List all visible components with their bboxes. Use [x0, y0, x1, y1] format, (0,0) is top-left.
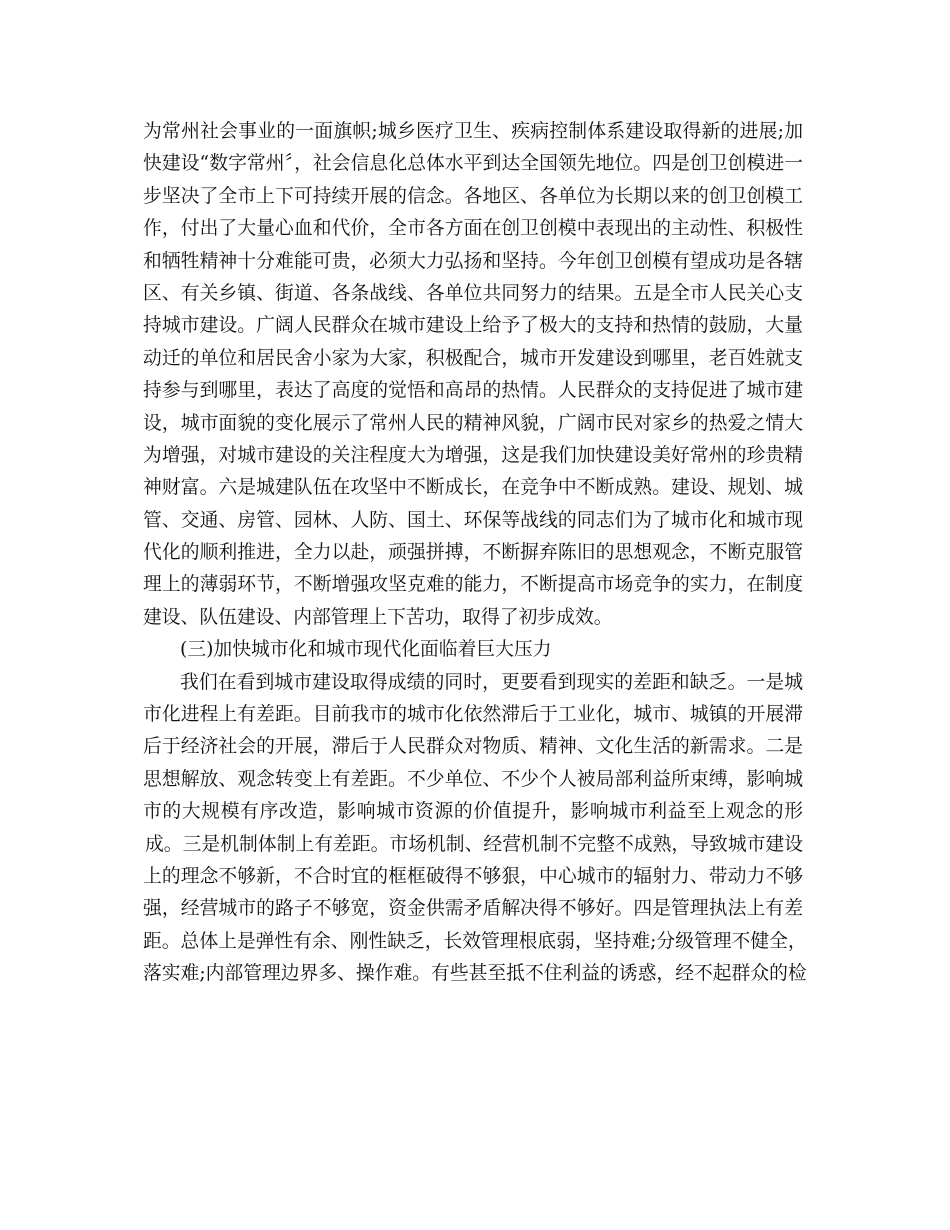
text-line: 动迁的单位和居民舍小家为大家，积极配合，城市开发建设到哪里，老百姓就支	[143, 347, 803, 369]
text-line: 代化的顺利推进，全力以赴，顽强拼搏，不断摒弃陈旧的思想观念，不断克服管	[143, 542, 803, 564]
text-line: 距。总体上是弹性有余、刚性缺乏，长效管理根底弱，坚持难;分级管理不健全，	[143, 930, 807, 952]
text-line: 神财富。六是城建队伍在攻坚中不断成长，在竞争中不断成熟。建设、规划、城	[143, 477, 803, 499]
text-line: 为增强，对城市建设的关注程度大为增强，这是我们加快建设美好常州的珍贵精	[143, 444, 803, 466]
document-body	[143, 116, 807, 991]
text-line: 持参与到哪里，表达了高度的觉悟和高昂的热情。人民群众的支持促进了城市建	[143, 380, 803, 402]
text-line: 上的理念不够新，不合时宜的框框破得不够狠，中心城市的辐射力、带动力不够	[143, 865, 803, 887]
text-line: 理上的薄弱环节，不断增强攻坚克难的能力，不断提高市场竞争的实力，在制度	[143, 574, 803, 596]
text-line: 持城市建设。广阔人民群众在城市建设上给予了极大的支持和热情的鼓励，大量	[143, 315, 803, 337]
text-line: 我们在看到城市建设取得成绩的同时，更要看到现实的差距和缺乏。一是城	[180, 671, 803, 693]
text-line: 强，经营城市的路子不够宽，资金供需矛盾解决得不够好。四是管理执法上有差	[143, 898, 803, 920]
text-line: 管、交通、房管、园林、人防、国土、环保等战线的同志们为了城市化和城市现	[143, 509, 803, 531]
text-line: (三)加快城市化和城市现代化面临着巨大压力	[180, 639, 552, 661]
text-line: 为常州社会事业的一面旗帜;城乡医疗卫生、疾病控制体系建设取得新的进展;加	[143, 121, 803, 142]
text-line: 市化进程上有差距。目前我市的城市化依然滞后于工业化，城市、城镇的开展滞	[143, 704, 803, 726]
text-line: 快建设“数字常州〞，社会信息化总体水平到达全国领先地位。四是创卫创模进一	[143, 153, 803, 175]
text-line: 步坚决了全市上下可持续开展的信念。各地区、各单位为长期以来的创卫创模工	[143, 185, 803, 207]
text-line: 成。三是机制体制上有差距。市场机制、经营机制不完整不成熟，导致城市建设	[145, 833, 803, 855]
text-line: 后于经济社会的开展，滞后于人民群众对物质、精神、文化生活的新需求。二是	[143, 736, 803, 758]
text-line: 落实难;内部管理边界多、操作难。有些甚至抵不住利益的诱惑，经不起群众的检	[143, 963, 807, 985]
text-line: 设，城市面貌的变化展示了常州人民的精神风貌，广阔市民对家乡的热爱之情大	[143, 412, 803, 434]
text-line: 作，付出了大量心血和代价，全市各方面在创卫创模中表现出的主动性、积极性	[143, 218, 803, 240]
text-line: 建设、队伍建设、内部管理上下苦功，取得了初步成效。	[143, 606, 613, 628]
text-line: 区、有关乡镇、街道、各条战线、各单位共同努力的结果。五是全市人民关心支	[143, 282, 803, 304]
text-line: 和牺牲精神十分难能可贵，必须大力弘扬和坚持。今年创卫创模有望成功是各辖	[143, 250, 803, 272]
text-line: 市的大规模有序改造，影响城市资源的价值提升，影响城市利益至上观念的形	[143, 801, 803, 823]
text-line: 思想解放、观念转变上有差距。不少单位、不少个人被局部利益所束缚，影响城	[143, 768, 803, 790]
